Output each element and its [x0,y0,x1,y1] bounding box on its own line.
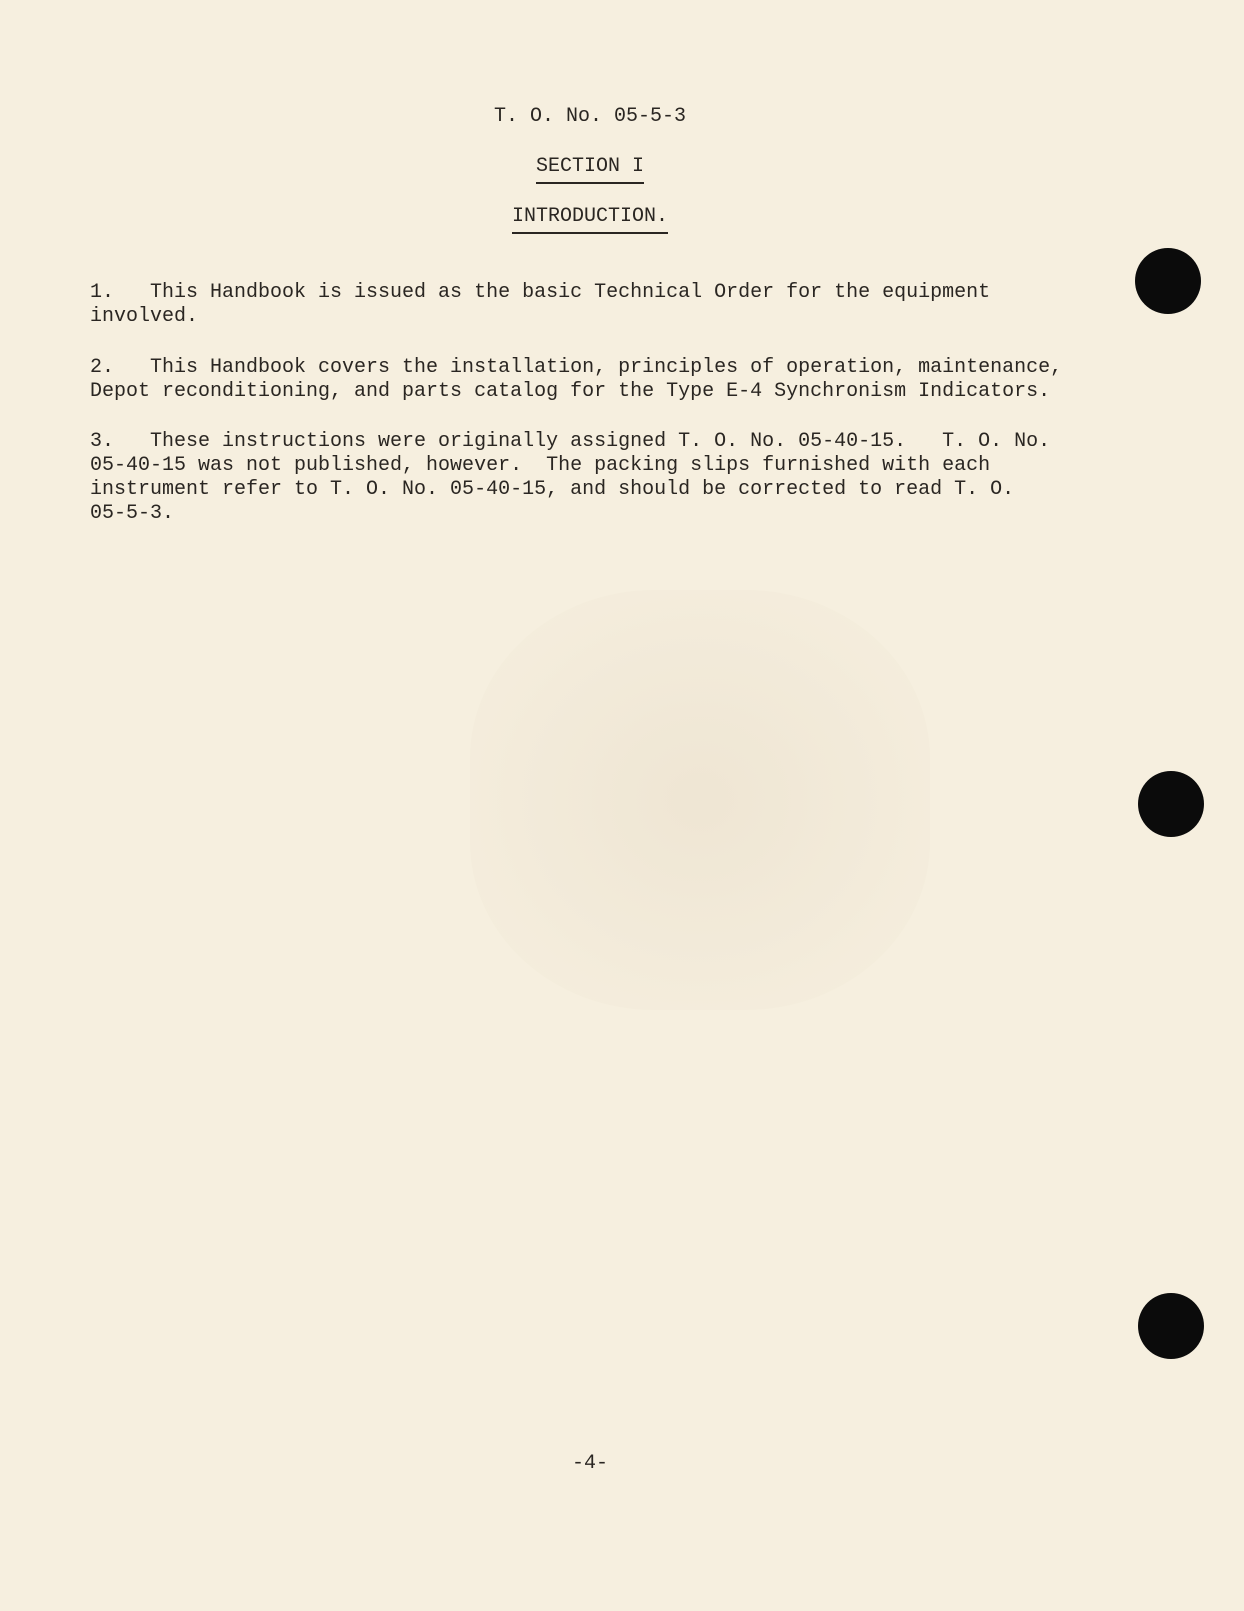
doc-number: T. O. No. 05-5-3 [493,105,687,128]
text-line: 05-5-3. [90,502,175,525]
paragraph-3 [90,430,1050,526]
section-heading-wrap [0,155,1180,184]
paragraph-1 [90,281,990,329]
page-number: -4- [571,1452,608,1475]
paper-stain [470,590,930,1010]
text-line: Depot reconditioning, and parts catalog for the Type E-4 Synchronism Indicators. [90,380,1051,403]
text-line: 05-40-15 was not published, however. The packing slips furnished with each [90,454,991,477]
page-title: INTRODUCTION. [512,205,668,234]
text-line: 3. These instructions were originally assigned T. O. No. 05-40-15. T. O. No. [90,430,1051,453]
text-line: involved. [90,305,199,328]
text-line: instrument refer to T. O. No. 05-40-15, and should be corrected to read T. O. [90,478,1015,501]
text-line: 1. This Handbook is issued as the basic Technical Order for the equipment [90,281,991,304]
punch-hole [1135,248,1201,314]
title-wrap [0,205,1180,234]
text-line: 2. This Handbook covers the installation, principles of operation, maintenance, [90,356,1063,379]
paragraph-2 [90,356,1062,404]
section-heading: SECTION I [536,155,644,184]
punch-hole [1138,771,1204,837]
punch-hole [1138,1293,1204,1359]
